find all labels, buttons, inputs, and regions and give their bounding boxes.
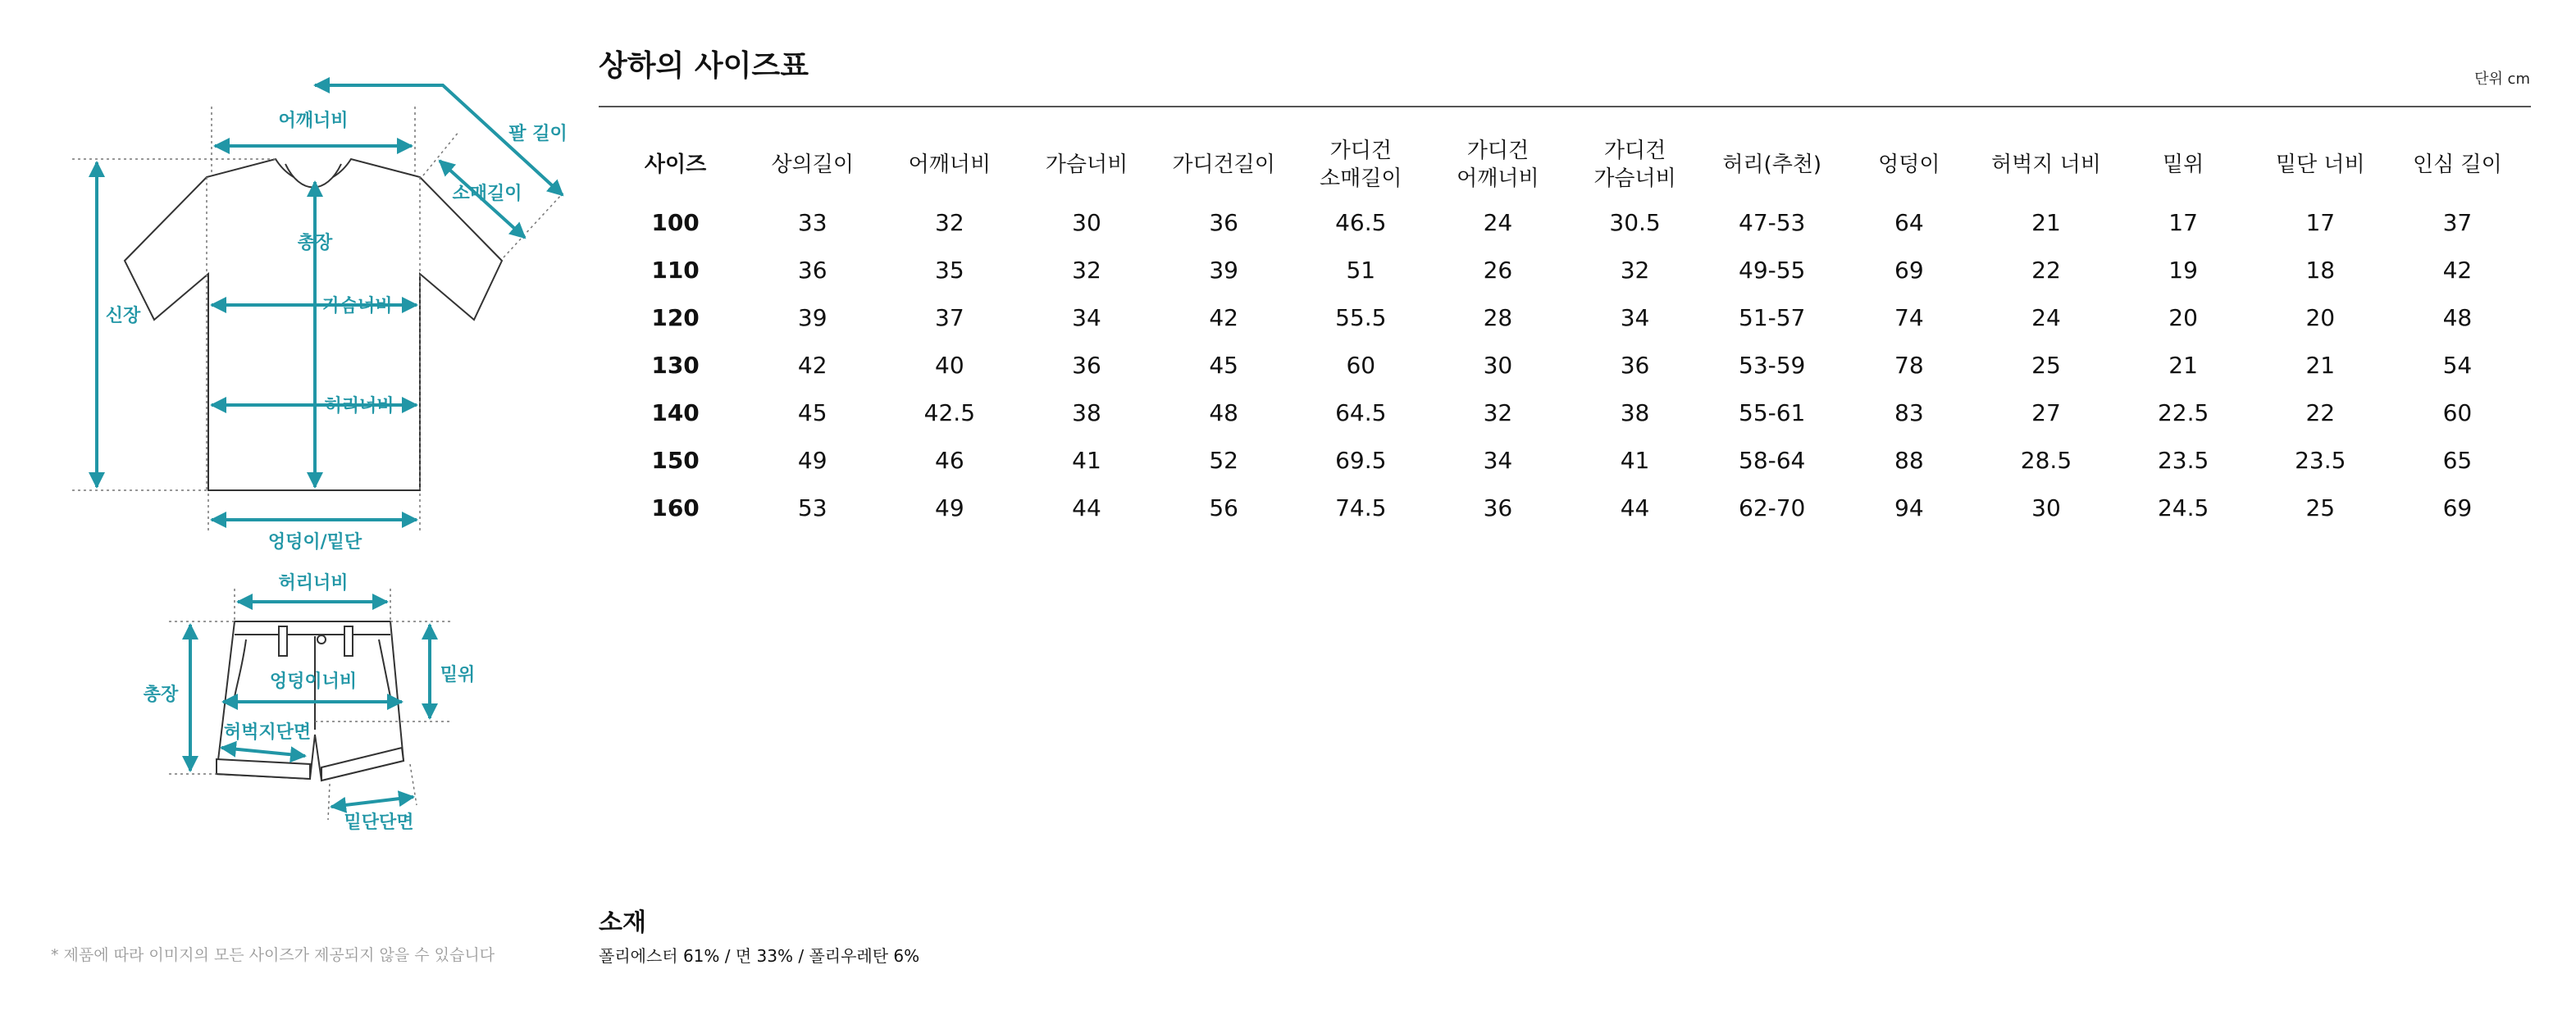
table-cell: 24.5 [2157, 494, 2209, 521]
column-header: 가디건길이 [1172, 152, 1275, 177]
table-cell: 34 [1483, 446, 1513, 474]
table-cell: 44 [1072, 494, 1101, 521]
table-cell: 69.5 [1335, 446, 1387, 474]
unit-label: 단위 cm [2474, 71, 2530, 88]
column-header: 상의길이 [771, 152, 854, 177]
table-cell: 34 [1072, 303, 1101, 331]
table-cell: 22 [2305, 398, 2336, 426]
page-title: 상하의 사이즈표 [599, 49, 809, 83]
label-total-length: 총장 [297, 233, 333, 253]
label-waist: 허리너비 [324, 396, 394, 416]
label-hip: 엉덩이너비 [269, 671, 358, 692]
table-cell: 51 [1346, 256, 1376, 284]
table-cell: 56 [1209, 494, 1238, 521]
table-cell: 62-70 [1739, 494, 1806, 521]
table-cell: 26 [1483, 256, 1513, 284]
label-arm-length: 팔 길이 [508, 124, 568, 144]
table-cell: 39 [1209, 256, 1238, 284]
size-cell: 150 [651, 446, 700, 474]
material-title: 소재 [599, 908, 646, 937]
size-cell: 130 [651, 351, 700, 379]
column-header: 가디건 소매길이 [1320, 139, 1402, 191]
column-header: 허벅지 너비 [1991, 152, 2101, 177]
column-header: 가디건 가슴너비 [1593, 139, 1676, 191]
table-cell: 36 [797, 256, 828, 284]
table-cell: 17 [2305, 208, 2336, 236]
table-cell: 54 [2442, 351, 2473, 379]
table-cell: 21 [2031, 208, 2061, 236]
table-cell: 55-61 [1739, 398, 1806, 426]
column-header: 가슴너비 [1045, 152, 1128, 177]
table-row [607, 198, 2526, 246]
table-cell: 42 [2442, 256, 2473, 284]
table-cell: 25 [2305, 494, 2336, 521]
title-divider [599, 106, 2531, 107]
table-cell: 40 [935, 351, 964, 379]
table-cell: 23.5 [2295, 446, 2346, 474]
column-header: 허리(추천) [1722, 152, 1822, 177]
size-diagram [0, 0, 590, 869]
label-bottom-total-length: 총장 [143, 685, 179, 705]
table-cell: 36 [1072, 351, 1101, 379]
table-cell: 49-55 [1739, 256, 1806, 284]
table-body [607, 198, 2526, 531]
label-height: 신장 [105, 306, 141, 326]
table-cell: 22 [2031, 256, 2061, 284]
table-cell: 32 [1072, 256, 1101, 284]
table-cell: 20 [2305, 303, 2336, 331]
table-cell: 53-59 [1739, 351, 1806, 379]
table-cell: 18 [2305, 256, 2336, 284]
table-cell: 74 [1894, 303, 1924, 331]
column-header: 밑단 너비 [2275, 152, 2365, 177]
table-cell: 45 [1209, 351, 1238, 379]
table-cell: 19 [2168, 256, 2198, 284]
table-cell: 39 [797, 303, 828, 331]
table-cell: 28 [1483, 303, 1513, 331]
table-cell: 21 [2168, 351, 2198, 379]
footnote: * 제품에 따라 이미지의 모든 사이즈가 제공되지 않을 수 있습니다 [51, 946, 495, 964]
label-chest: 가슴너비 [322, 296, 393, 316]
table-cell: 28.5 [2020, 446, 2072, 474]
table-cell: 38 [1620, 398, 1650, 426]
table-cell: 41 [1072, 446, 1101, 474]
table-cell: 49 [935, 494, 964, 521]
table-header-row [607, 131, 2526, 198]
table-cell: 32 [1483, 398, 1513, 426]
table-cell: 48 [2442, 303, 2473, 331]
label-rise: 밑위 [440, 665, 476, 685]
table-cell: 48 [1209, 398, 1238, 426]
table-cell: 64 [1894, 208, 1924, 236]
table-cell: 24 [1483, 208, 1513, 236]
table-cell: 45 [797, 398, 828, 426]
column-header: 사이즈 [644, 152, 707, 177]
table-cell: 69 [2442, 494, 2473, 521]
table-cell: 37 [2442, 208, 2473, 236]
table-cell: 60 [1346, 351, 1376, 379]
table-cell: 34 [1620, 303, 1650, 331]
table-cell: 36 [1483, 494, 1513, 521]
table-cell: 25 [2031, 351, 2061, 379]
size-cell: 160 [651, 494, 700, 521]
column-header: 어깨너비 [908, 152, 992, 177]
table-cell: 46 [935, 446, 964, 474]
table-cell: 94 [1894, 494, 1924, 521]
table-cell: 69 [1894, 256, 1924, 284]
table-cell: 22.5 [2157, 398, 2209, 426]
table-cell: 46.5 [1335, 208, 1387, 236]
table-cell: 30.5 [1609, 208, 1661, 236]
size-cell: 120 [651, 303, 700, 331]
table-cell: 64.5 [1335, 398, 1387, 426]
table-cell: 78 [1894, 351, 1924, 379]
table-cell: 58-64 [1739, 446, 1806, 474]
table-row [607, 389, 2526, 436]
table-cell: 17 [2168, 208, 2198, 236]
table-cell: 65 [2442, 446, 2473, 474]
table-cell: 24 [2031, 303, 2061, 331]
table-cell: 38 [1072, 398, 1101, 426]
label-hem: 밑단단면 [344, 812, 414, 833]
table-cell: 53 [797, 494, 828, 521]
table-cell: 27 [2031, 398, 2061, 426]
material-text: 폴리에스터 61% / 면 33% / 폴리우레탄 6% [599, 946, 920, 966]
table-cell: 33 [797, 208, 828, 236]
column-header: 가디건 어깨너비 [1457, 139, 1539, 191]
label-hip-hem: 엉덩이/밑단 [267, 532, 362, 553]
size-cell: 140 [651, 398, 700, 426]
table-cell: 35 [935, 256, 964, 284]
table-row [607, 484, 2526, 531]
table-cell: 83 [1894, 398, 1924, 426]
table-cell: 42.5 [923, 398, 976, 426]
table-row [607, 436, 2526, 484]
table-cell: 74.5 [1335, 494, 1387, 521]
table-cell: 60 [2442, 398, 2473, 426]
label-thigh: 허벅지단면 [223, 722, 312, 743]
table-row [607, 341, 2526, 389]
label-shoulder: 어깨너비 [278, 111, 349, 131]
table-cell: 21 [2305, 351, 2336, 379]
table-cell: 52 [1209, 446, 1238, 474]
table-cell: 41 [1620, 446, 1650, 474]
table-cell: 36 [1620, 351, 1650, 379]
label-bottom-waist: 허리너비 [278, 573, 349, 594]
table-cell: 55.5 [1335, 303, 1387, 331]
table-cell: 36 [1209, 208, 1238, 236]
table-cell: 30 [1483, 351, 1513, 379]
column-header: 밑위 [2163, 152, 2204, 177]
size-table [607, 131, 2526, 531]
table-cell: 42 [1209, 303, 1238, 331]
table-cell: 49 [797, 446, 828, 474]
table-cell: 20 [2168, 303, 2198, 331]
size-cell: 110 [651, 256, 700, 284]
size-cell: 100 [651, 208, 700, 236]
table-cell: 23.5 [2157, 446, 2209, 474]
label-sleeve-length: 소매길이 [452, 184, 522, 204]
table-row [607, 246, 2526, 294]
table-cell: 30 [2031, 494, 2061, 521]
table-cell: 42 [797, 351, 828, 379]
table-cell: 32 [1620, 256, 1650, 284]
table-cell: 47-53 [1739, 208, 1806, 236]
table-cell: 88 [1894, 446, 1924, 474]
table-cell: 51-57 [1739, 303, 1806, 331]
column-header: 인심 길이 [2413, 152, 2502, 177]
table-cell: 32 [935, 208, 964, 236]
table-cell: 30 [1072, 208, 1101, 236]
table-cell: 44 [1620, 494, 1650, 521]
table-cell: 37 [935, 303, 964, 331]
column-header: 엉덩이 [1878, 152, 1940, 177]
table-row [607, 294, 2526, 341]
